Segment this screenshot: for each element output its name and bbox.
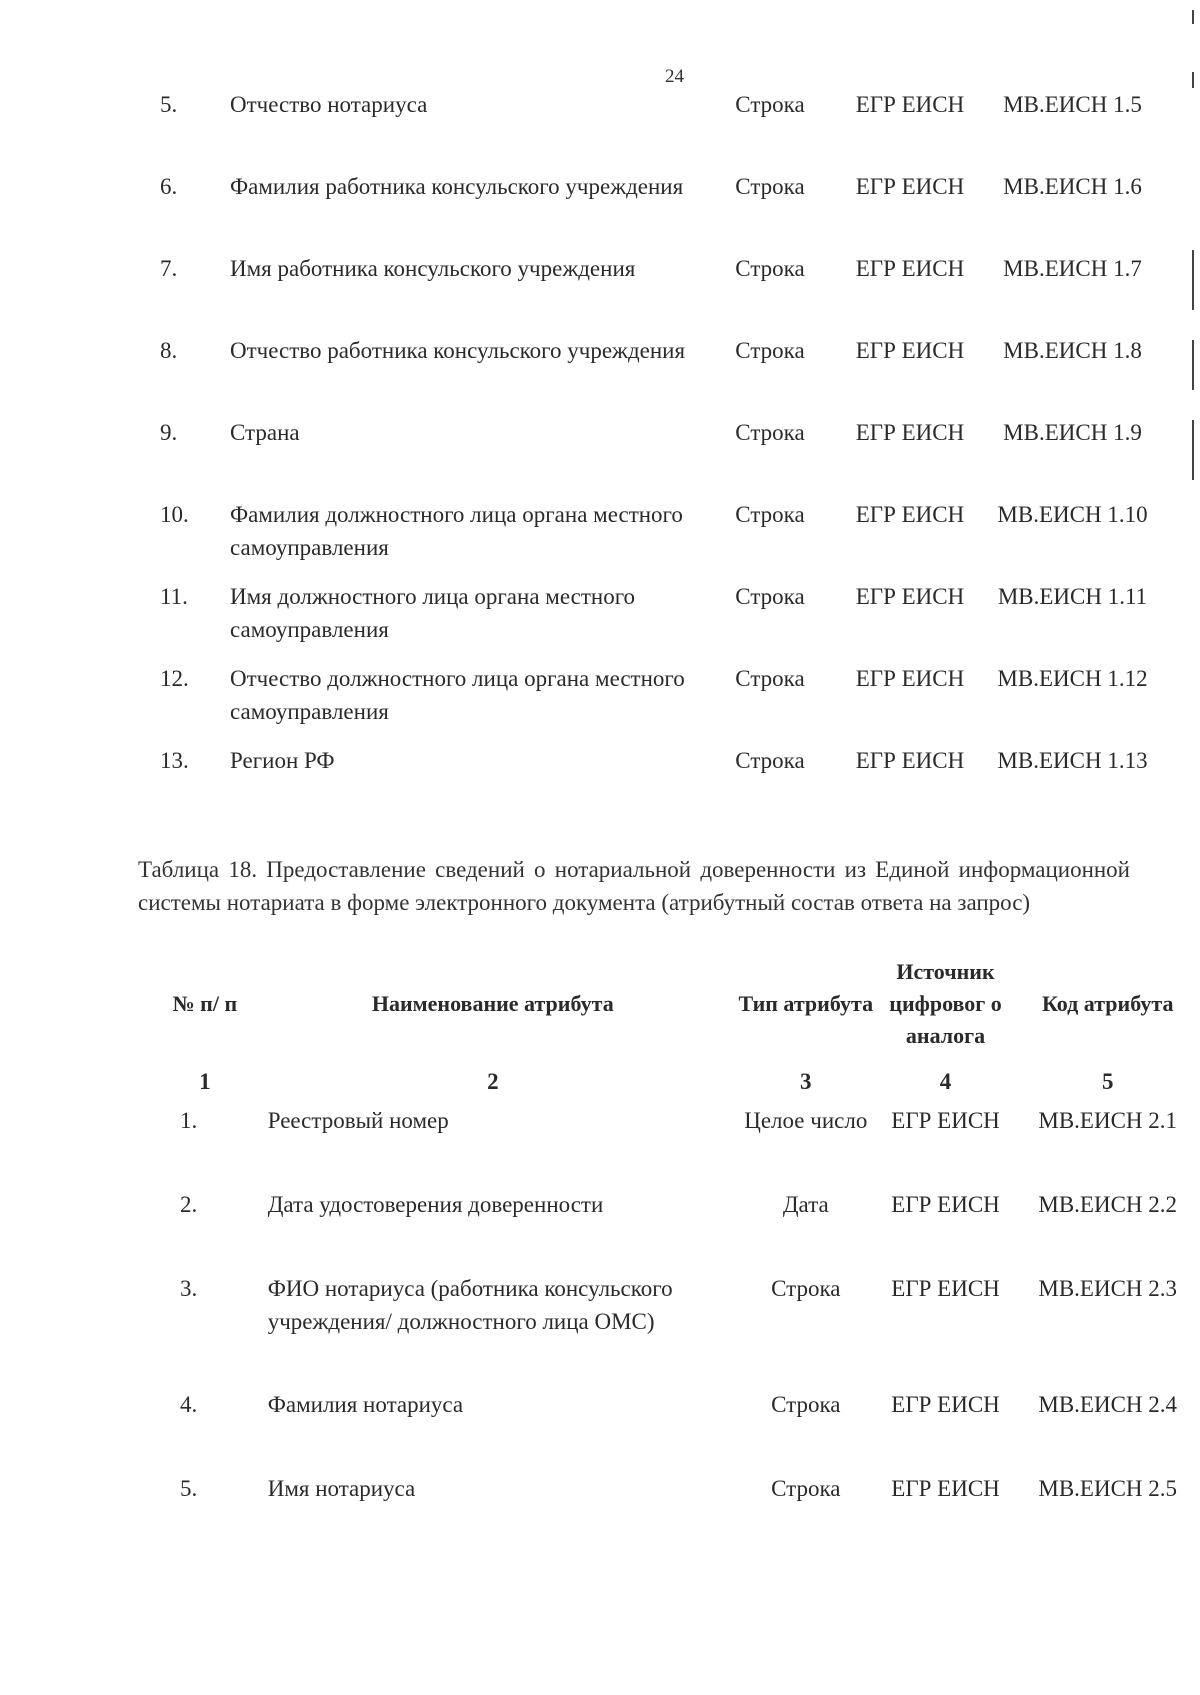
attribute-code: МВ.ЕИСН 2.3 — [1038, 1276, 1178, 1301]
attribute-source: ЕГР ЕИСН — [891, 1108, 1000, 1133]
attribute-name: Фамилия должностного лица органа местного самоуправления — [230, 502, 683, 560]
attribute-type: Строка — [735, 502, 805, 527]
attribute-name: Отчество должностного лица органа местного самоуправления — [230, 666, 685, 724]
attribute-source: ЕГР ЕИСН — [891, 1392, 1000, 1417]
table-row — [160, 662, 1165, 744]
attribute-type: Целое число — [744, 1108, 868, 1133]
table-row — [160, 1388, 1200, 1472]
attribute-code: МВ.ЕИСН 2.2 — [1038, 1192, 1178, 1217]
attribute-source: ЕГР ЕИСН — [891, 1276, 1000, 1301]
attribute-table-17 — [160, 88, 1165, 826]
attribute-source: ЕГР ЕИСН — [891, 1476, 1000, 1501]
attribute-name: ФИО нотариуса (работника консульского учреждения/ должностного лица ОМС) — [267, 1276, 673, 1334]
table-row — [160, 416, 1165, 498]
attribute-code: МВ.ЕИСН 1.11 — [997, 584, 1148, 609]
attribute-name: Имя нотариуса — [267, 1476, 416, 1501]
table-header-row — [160, 950, 1200, 1058]
table-row — [160, 1272, 1200, 1388]
scan-artifact — [1192, 340, 1194, 390]
attribute-source: ЕГР ЕИСН — [855, 420, 965, 445]
header-type: Тип атрибута — [738, 991, 874, 1016]
table-row — [160, 580, 1165, 662]
row-number: 3. — [180, 1276, 198, 1301]
scan-artifact — [1192, 420, 1194, 480]
attribute-type: Строка — [771, 1476, 841, 1501]
attribute-code: МВ.ЕИСН 1.10 — [997, 502, 1148, 527]
column-number-row — [160, 1058, 1200, 1104]
attribute-type: Строка — [771, 1392, 841, 1417]
attribute-name: Имя работника консульского учреждения — [230, 256, 636, 281]
table-row — [160, 88, 1165, 170]
attribute-source: ЕГР ЕИСН — [855, 748, 965, 773]
attribute-type: Строка — [735, 666, 805, 691]
column-number: 1 — [199, 1068, 211, 1094]
header-name: Наименование атрибута — [371, 991, 614, 1016]
attribute-type: Дата — [782, 1192, 829, 1217]
attribute-type: Строка — [735, 420, 805, 445]
attribute-table-18 — [160, 950, 1200, 1556]
attribute-code: МВ.ЕИСН 2.5 — [1038, 1476, 1178, 1501]
row-number: 5. — [180, 1476, 198, 1501]
header-number: № п/ п — [172, 991, 238, 1016]
attribute-type: Строка — [735, 92, 805, 117]
table-row — [160, 1188, 1200, 1272]
attribute-code: МВ.ЕИСН 2.1 — [1038, 1108, 1178, 1133]
attribute-type: Строка — [735, 748, 805, 773]
page-number: 24 — [665, 66, 684, 87]
attribute-type: Строка — [735, 256, 805, 281]
attribute-code: МВ.ЕИСН 1.12 — [997, 666, 1148, 691]
table-row — [160, 1104, 1200, 1188]
table-row — [160, 170, 1165, 252]
attribute-code: МВ.ЕИСН 1.9 — [1003, 420, 1142, 445]
attribute-source: ЕГР ЕИСН — [855, 256, 965, 281]
column-number: 3 — [800, 1068, 812, 1094]
table-row — [160, 498, 1165, 580]
scan-artifact — [1192, 72, 1194, 88]
attribute-source: ЕГР ЕИСН — [855, 338, 965, 363]
row-number: 11. — [160, 584, 188, 609]
attribute-type: Строка — [735, 584, 805, 609]
attribute-type: Строка — [771, 1276, 841, 1301]
attribute-code: МВ.ЕИСН 2.4 — [1038, 1392, 1178, 1417]
row-number: 10. — [160, 502, 189, 527]
row-number: 12. — [160, 666, 189, 691]
attribute-name: Дата удостоверения доверенности — [267, 1192, 604, 1217]
attribute-code: МВ.ЕИСН 1.8 — [1003, 338, 1142, 363]
row-number: 1. — [180, 1108, 198, 1133]
attribute-code: МВ.ЕИСН 1.6 — [1003, 174, 1142, 199]
row-number: 9. — [160, 420, 178, 445]
table-row — [160, 334, 1165, 416]
header-code: Код атрибута — [1041, 991, 1174, 1016]
attribute-name: Страна — [230, 420, 300, 445]
attribute-code: МВ.ЕИСН 1.7 — [1003, 256, 1142, 281]
header-source: Источник цифровог о аналога — [889, 959, 1002, 1048]
attribute-name: Имя должностного лица органа местного самоуправления — [230, 584, 636, 642]
column-number: 4 — [939, 1068, 952, 1094]
attribute-source: ЕГР ЕИСН — [855, 174, 965, 199]
scan-artifact — [1192, 10, 1194, 24]
attribute-source: ЕГР ЕИСН — [855, 584, 965, 609]
row-number: 13. — [160, 748, 189, 773]
table-row — [160, 744, 1165, 826]
attribute-source: ЕГР ЕИСН — [891, 1192, 1000, 1217]
attribute-name: Отчество нотариуса — [230, 92, 428, 117]
attribute-type: Строка — [735, 174, 805, 199]
row-number: 6. — [160, 174, 178, 199]
attribute-name: Реестровый номер — [267, 1108, 449, 1133]
column-number: 2 — [487, 1068, 499, 1094]
column-number: 5 — [1101, 1068, 1114, 1094]
table-18-caption: Таблица 18. Предоставление сведений о нотариальной доверенности из Единой информационной системы нотариата в форме электронного документа (атрибутный состав ответа на запрос) — [138, 857, 1130, 915]
attribute-name: Фамилия нотариуса — [267, 1392, 464, 1417]
attribute-type: Строка — [735, 338, 805, 363]
scan-artifact — [1192, 250, 1194, 310]
attribute-code: МВ.ЕИСН 1.5 — [1003, 92, 1142, 117]
attribute-source: ЕГР ЕИСН — [855, 666, 965, 691]
attribute-source: ЕГР ЕИСН — [855, 502, 965, 527]
attribute-name: Регион РФ — [230, 748, 335, 773]
attribute-name: Фамилия работника консульского учреждения — [230, 174, 684, 199]
row-number: 2. — [180, 1192, 198, 1217]
attribute-source: ЕГР ЕИСН — [855, 92, 965, 117]
table-row — [160, 1472, 1200, 1556]
row-number: 8. — [160, 338, 178, 363]
attribute-code: МВ.ЕИСН 1.13 — [997, 748, 1148, 773]
row-number: 4. — [180, 1392, 198, 1417]
attribute-name: Отчество работника консульского учреждения — [230, 338, 686, 363]
row-number: 7. — [160, 256, 178, 281]
table-row — [160, 252, 1165, 334]
row-number: 5. — [160, 92, 178, 117]
